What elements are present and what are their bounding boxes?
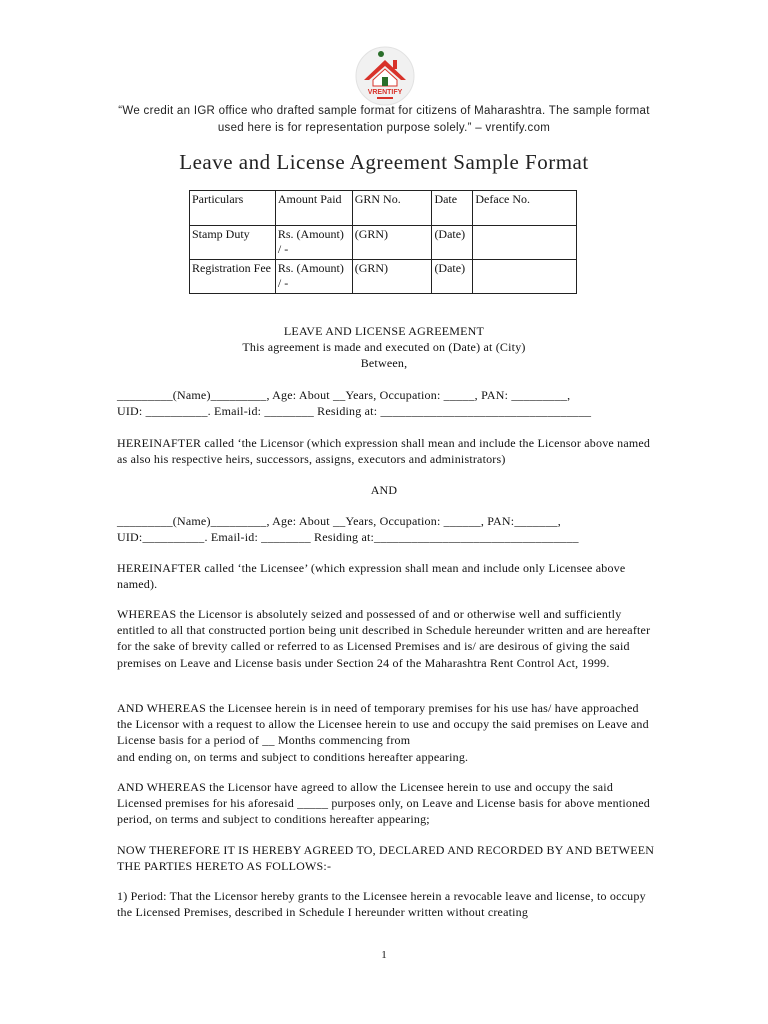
table-header-cell: Date [432,191,473,226]
whereas-clause-1: WHEREAS the Licensor is absolutely seized and possessed of and or otherwise well and sufficiently entitled to all that constructed portion being unit described in Schedule hereunder written and are hereafter for the sake of brevity called or referred to as Licensed Premises and is/ are desirous of giving the said premises on Leave and License basis under Section 24 of the Maharashtra Rent Control Act, 1999. [117,607,651,670]
table-cell: (Date) [432,226,473,260]
credit-line-2: used here is for representation purpose solely.” – vrentify.com [217,122,551,134]
whereas-clause-2-text: AND WHEREAS the Licensee herein is in need of temporary premises for his use has/ have approached the Licensor with a request to allow the Licensee herein to use and occupy the said premises on Leave and License basis for a period of __ Months commencing from [117,701,649,748]
page-title: Leave and License Agreement Sample Format [179,150,589,174]
fee-table [189,190,577,294]
table-row [190,260,577,294]
period-clause: 1) Period: That the Licensor hereby grants to the Licensee herein a revocable leave and license, to occupy the Licensed Premises, described in Schedule I hereunder written without creating [117,889,646,920]
table-header-cell: Deface No. [473,191,577,226]
table-cell: Rs. (Amount) / - [275,226,352,260]
table-header-cell: Amount Paid [275,191,352,226]
licensor-line-1: _________(Name)_________, Age: About __Years, Occupation: _____, PAN: _________, [117,388,571,402]
whereas-clause-2-end: and ending on, on terms and subject to conditions hereafter appearing. [117,749,469,764]
now-therefore-clause: NOW THEREFORE IT IS HEREBY AGREED TO, DECLARED AND RECORDED BY AND BETWEEN THE PARTIES HERETO AS FOLLOWS:- [117,843,655,874]
whereas-clause-2 [117,700,657,765]
licensor-details [117,387,657,419]
agreement-heading-block [0,323,768,372]
table-row [190,226,577,260]
licensee-details [117,513,657,545]
logo-text: VRENTIFY [367,89,403,96]
agreement-heading: LEAVE AND LICENSE AGREEMENT [283,324,485,338]
table-cell: Rs. (Amount) / - [275,260,352,294]
page-number: 1 [381,949,387,961]
table-cell [473,260,577,294]
licensor-line-2: UID: __________. Email-id: ________ Residing at: __________________________________ [117,404,592,419]
table-cell: (GRN) [352,260,432,294]
table-cell: Registration Fee [190,260,276,294]
table-cell: (Date) [432,260,473,294]
table-cell [473,226,577,260]
whereas-clause-3: AND WHEREAS the Licensor have agreed to allow the Licensee herein to use and occupy the said Licensed premises for his aforesaid _____ purposes only, on Leave and License basis for above mentioned period, on terms and subject to conditions hereafter appearing; [117,780,651,827]
credit-line-1: “We credit an IGR office who drafted sample format for citizens of Maharashtra. The sample format [118,105,650,117]
table-header-cell: Particulars [190,191,276,226]
table-cell: (GRN) [352,226,432,260]
licensee-line-2: UID:__________. Email-id: ________ Residing at:_________________________________ [117,530,579,545]
table-header-cell: GRN No. [352,191,432,226]
licensee-description: HEREINAFTER called ‘the Licensee’ (which expression shall mean and include only Licensee above named). [117,561,626,592]
licensee-line-1: _________(Name)_________, Age: About __Years, Occupation: ______, PAN:_______, [117,514,561,528]
table-cell: Stamp Duty [190,226,276,260]
between-line: Between, [360,356,408,371]
licensor-description: HEREINAFTER called ‘the Licensor (which expression shall mean and include the Licensor above named as also his respective heirs, successors, assigns, executors and administrators) [117,436,651,467]
table-header-row [190,191,577,226]
credit-note [100,103,668,137]
executed-line: This agreement is made and executed on (Date) at (City) [242,340,526,355]
house-logo-icon [355,46,415,106]
and-separator: AND [370,483,398,497]
